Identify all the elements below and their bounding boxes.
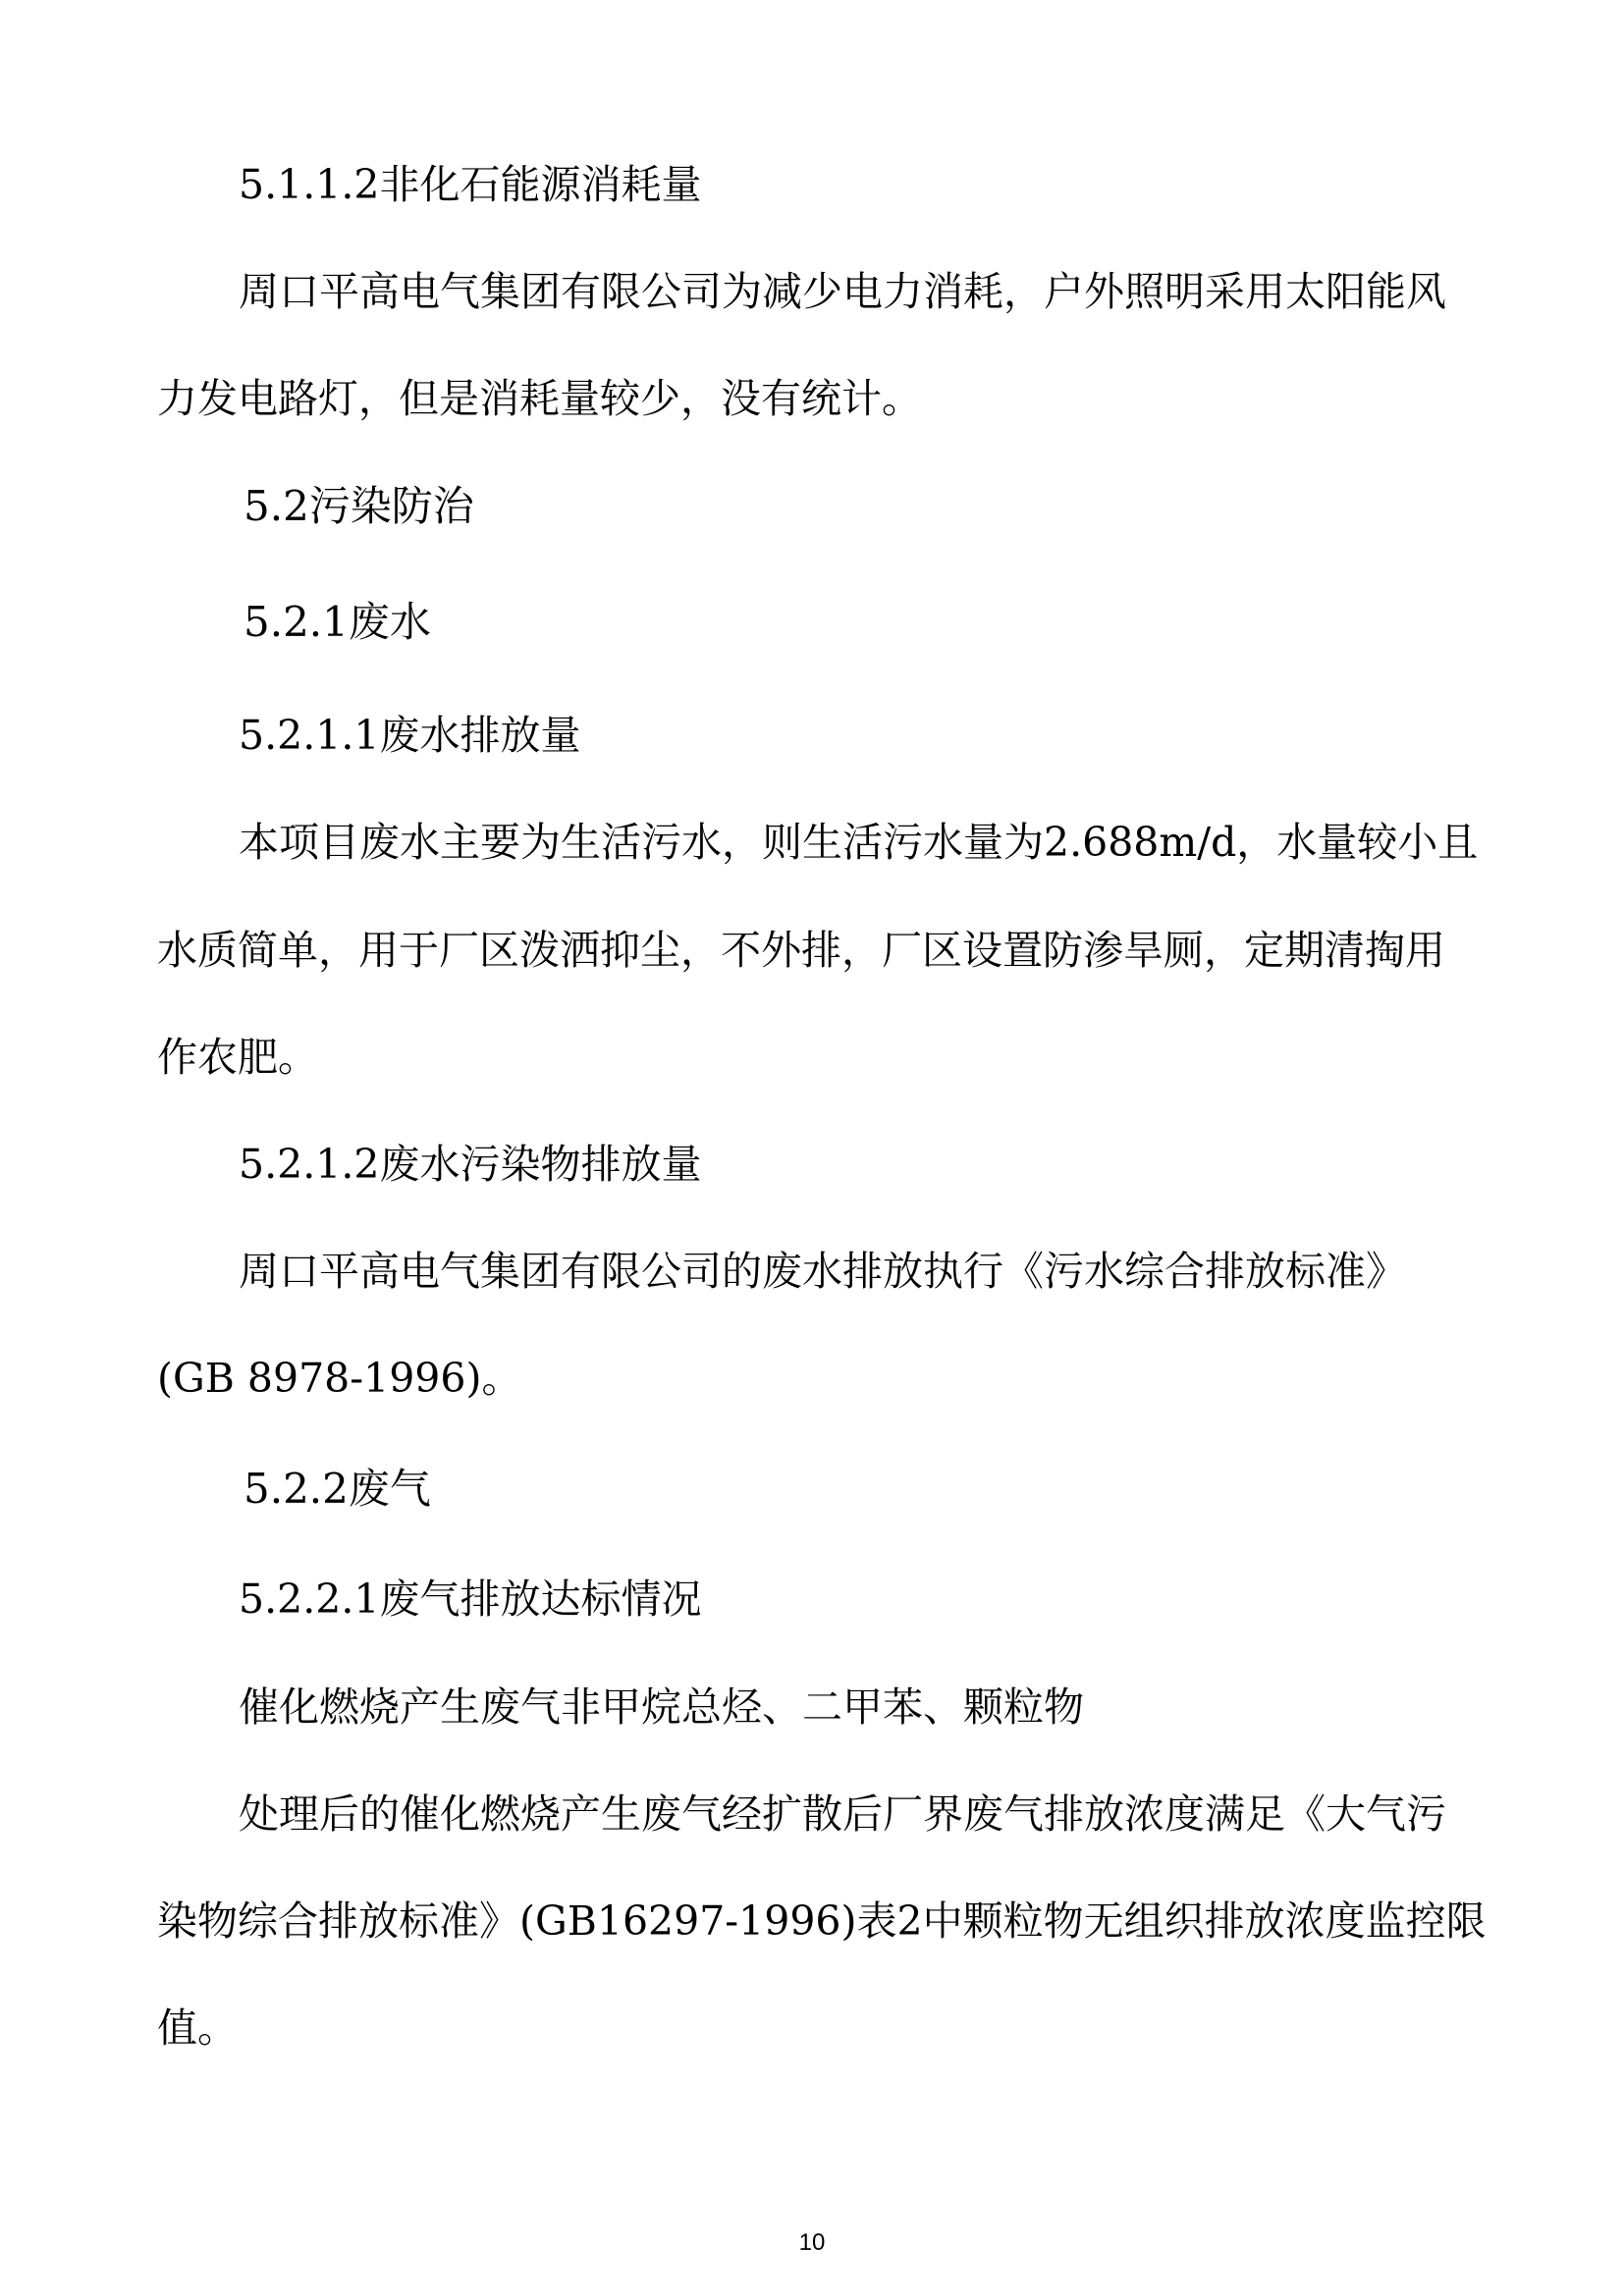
section-heading-5-1-1-2: 5.1.1.2非化石能源消耗量 (239, 161, 702, 208)
paragraph-line: 染物综合排放标准》(GB16297-1996)表2中颗粒物无组织排放浓度监控限 (157, 1897, 1487, 1945)
paragraph-line: 处理后的催化燃烧产生废气经扩散后厂界废气排放浓度满足《大气污 (239, 1790, 1446, 1838)
section-heading-5-2-2-1: 5.2.2.1废气排放达标情况 (239, 1575, 702, 1623)
paragraph-line: 力发电路灯，但是消耗量较少，没有统计。 (157, 375, 922, 422)
section-heading-5-2-1-2: 5.2.1.2废水污染物排放量 (239, 1141, 702, 1188)
section-heading-5-2-1-1: 5.2.1.1废水排放量 (239, 712, 581, 759)
page-number: 10 (798, 2229, 826, 2256)
paragraph-line: (GB 8978-1996)。 (157, 1355, 522, 1402)
section-heading-5-2-1: 5.2.1废水 (244, 598, 431, 646)
paragraph-line: 催化燃烧产生废气非甲烷总烃、二甲苯、颗粒物 (239, 1683, 1084, 1731)
section-heading-5-2-2: 5.2.2废气 (244, 1465, 431, 1513)
paragraph-line: 本项目废水主要为生活污水，则生活污水量为2.688m/d，水量较小且 (239, 819, 1479, 866)
paragraph-line: 值。 (157, 2004, 238, 2052)
paragraph-line: 周口平高电气集团有限公司的废水排放执行《污水综合排放标准》 (239, 1248, 1406, 1295)
paragraph-line: 作农肥。 (157, 1034, 318, 1081)
paragraph-line: 水质简单，用于厂区泼洒抑尘，不外排，厂区设置防渗旱厕，定期清掏用 (157, 927, 1445, 974)
section-heading-5-2: 5.2污染防治 (244, 482, 474, 530)
paragraph-line: 周口平高电气集团有限公司为减少电力消耗，户外照明采用太阳能风 (239, 268, 1446, 315)
